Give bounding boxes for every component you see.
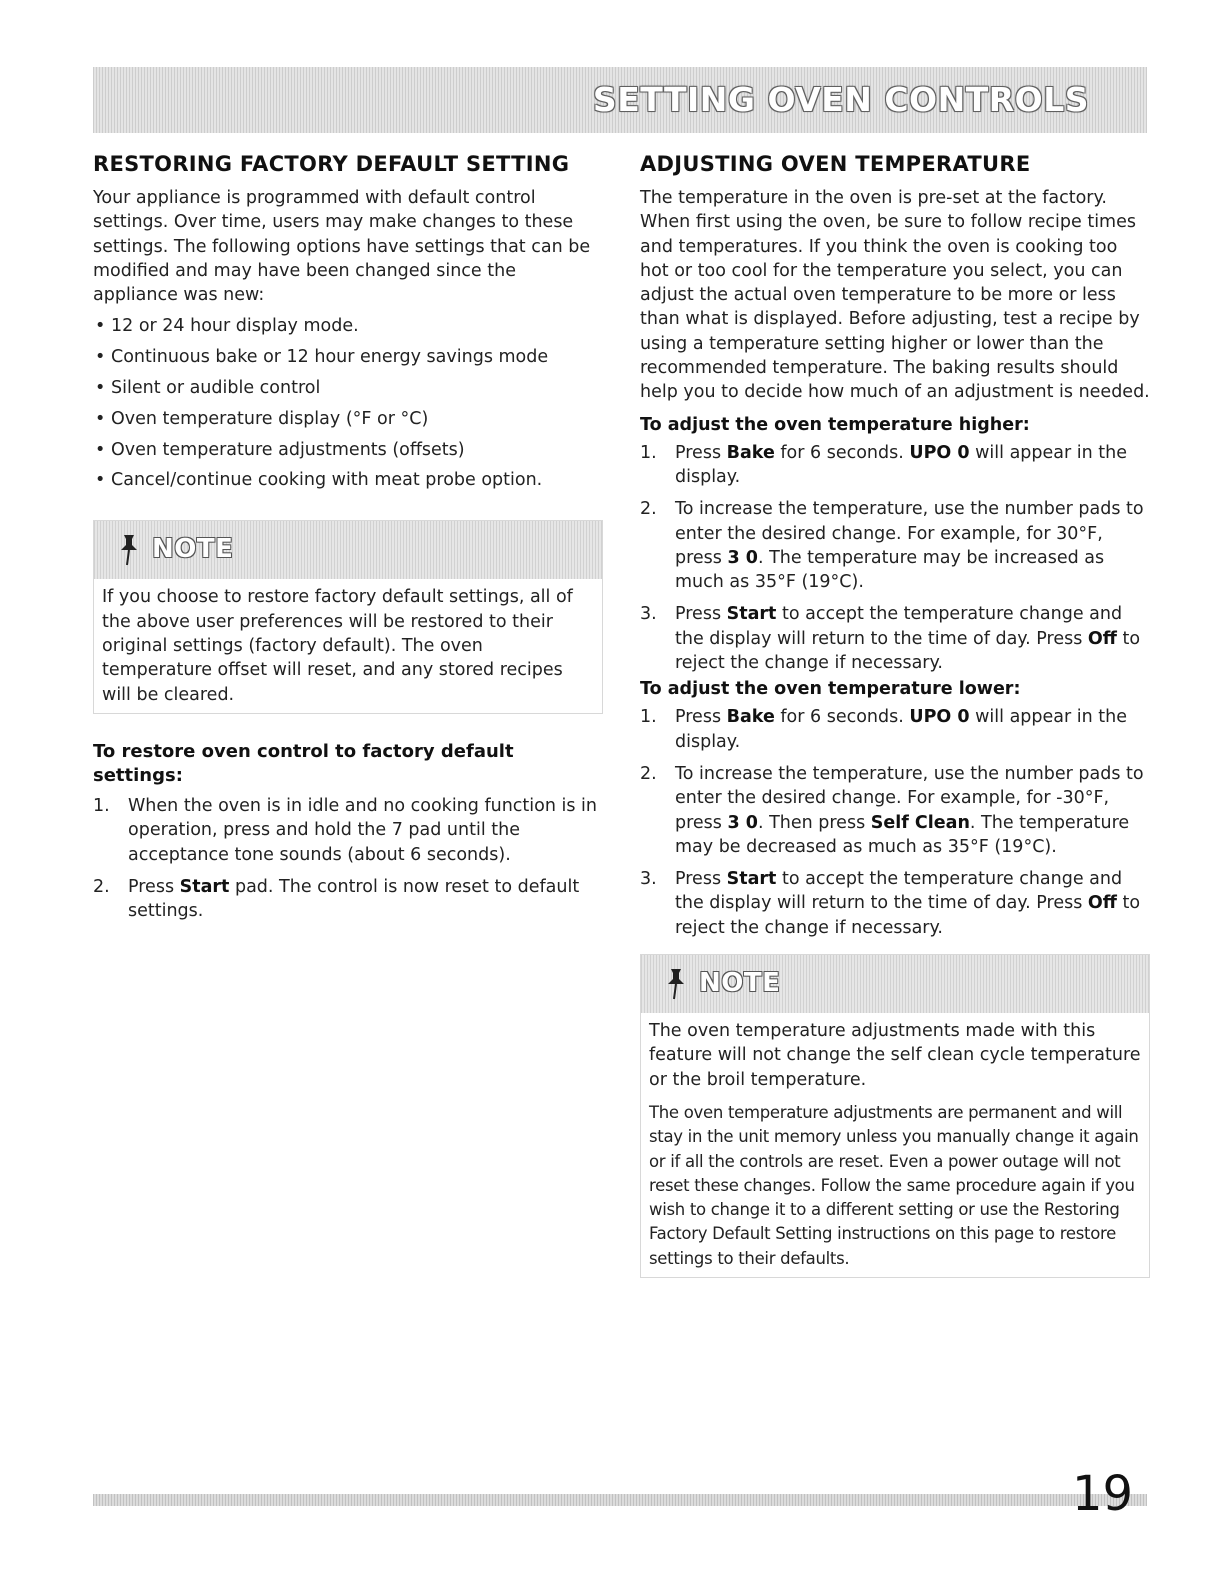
bullet-icon: • (95, 347, 106, 368)
note-body (94, 579, 602, 712)
note-body (641, 1013, 1149, 1277)
restore-steps-heading: To restore oven control to factory default settings: (93, 740, 514, 786)
restoring-intro: Your appliance is programmed with default control settings. Over time, users may make changes to these settings. The following options have settings that can be modified and may have been changed since the appliance was new: (93, 188, 591, 306)
bullet-icon: • (95, 378, 106, 399)
section-title-adjusting: ADJUSTING OVEN TEMPERATURE (640, 152, 1031, 176)
note-text: If you choose to restore factory default settings, all of the above user preferences will be restored to their original settings (factory default). The oven temperature offset will reset, and any stored recipes will be cleared. (102, 587, 573, 705)
bullet-icon: • (95, 439, 106, 460)
right-column (640, 152, 1150, 1278)
note-box-restore (93, 520, 603, 713)
note-text-1: The oven temperature adjustments made with this feature will not change the self clean cycle temperature or the broil temperature. (649, 1021, 1141, 1090)
list-item: 3. Press Start to accept the temperature change and the display will return to the time of day. Press Off to reject the change if necessary. (640, 869, 1141, 938)
restore-steps-list (93, 794, 603, 923)
note-text-2: The oven temperature adjustments are permanent and will stay in the unit memory unless you manually change it again or if all the controls are reset. Even a power outage will not reset these changes. Follow the same procedure again if you wish to change it to a different setting or use the Restoring Factory Default Setting instructions on this page to restore settings to their defaults. (649, 1102, 1139, 1268)
pushpin-icon (118, 533, 140, 567)
adjusting-intro: The temperature in the oven is pre-set at the factory. When first using the oven, be sure to follow recipe times and temperatures. If you think the oven is cooking too hot or too cool for the temperature you select, you can adjust the actual oven temperature to be more or less than what is displayed. Before adjusting, test a recipe by using a temperature setting higher or lower than the recommended temperature. The baking results should help you to decide how much of an adjustment is needed. (640, 188, 1150, 403)
list-item: • Oven temperature adjustments (offsets) (95, 439, 465, 460)
header-banner (93, 67, 1147, 133)
page-title: SETTING OVEN CONTROLS (592, 80, 1089, 119)
list-item: • Cancel/continue cooking with meat probe option. (95, 470, 543, 491)
section-title-restoring: RESTORING FACTORY DEFAULT SETTING (93, 152, 570, 176)
list-item: 2. To increase the temperature, use the number pads to enter the desired change. For example, for 30°F, press 3 0. The temperature may be increased as much as 35°F (19°C). (640, 499, 1144, 593)
list-item: • Continuous bake or 12 hour energy savings mode (95, 347, 549, 368)
note-box-adjust (640, 954, 1150, 1278)
lower-steps-list (640, 705, 1150, 940)
list-item: 2. To increase the temperature, use the number pads to enter the desired change. For example, for -30°F, press 3 0. Then press Self Clean. The temperature may be decreased as much as 35°F (19°C). (640, 763, 1144, 857)
note-title: NOTE (152, 534, 234, 565)
list-item: 2. Press Start pad. The control is now reset to default settings. (93, 876, 580, 922)
list-item: 1. Press Bake for 6 seconds. UPO 0 will appear in the display. (640, 707, 1127, 752)
higher-steps-list (640, 441, 1150, 676)
footer-bar (93, 1494, 1147, 1506)
list-item: • Silent or audible control (95, 378, 321, 399)
bullet-icon: • (95, 316, 106, 337)
list-item: • 12 or 24 hour display mode. (95, 316, 359, 337)
bullet-icon: • (95, 470, 106, 491)
list-item: 1. Press Bake for 6 seconds. UPO 0 will appear in the display. (640, 442, 1127, 487)
page-number: 19 (1072, 1466, 1134, 1522)
list-item: 3. Press Start to accept the temperature change and the display will return to the time of day. Press Off to reject the change if necessary. (640, 604, 1141, 674)
pushpin-icon (665, 967, 687, 1001)
note-header (641, 955, 1149, 1013)
list-item: 1. When the oven is in idle and no cooking function is in operation, press and hold the 7 pad until the acceptance tone sounds (about 6 seconds). (93, 795, 597, 865)
lower-heading: To adjust the oven temperature lower: (640, 679, 1021, 700)
note-title: NOTE (699, 968, 781, 999)
higher-heading: To adjust the oven temperature higher: (640, 414, 1030, 435)
bullet-icon: • (95, 408, 106, 429)
note-header (94, 521, 602, 579)
options-list (93, 314, 603, 492)
left-column (93, 152, 603, 931)
list-item: • Oven temperature display (°F or °C) (95, 408, 429, 429)
